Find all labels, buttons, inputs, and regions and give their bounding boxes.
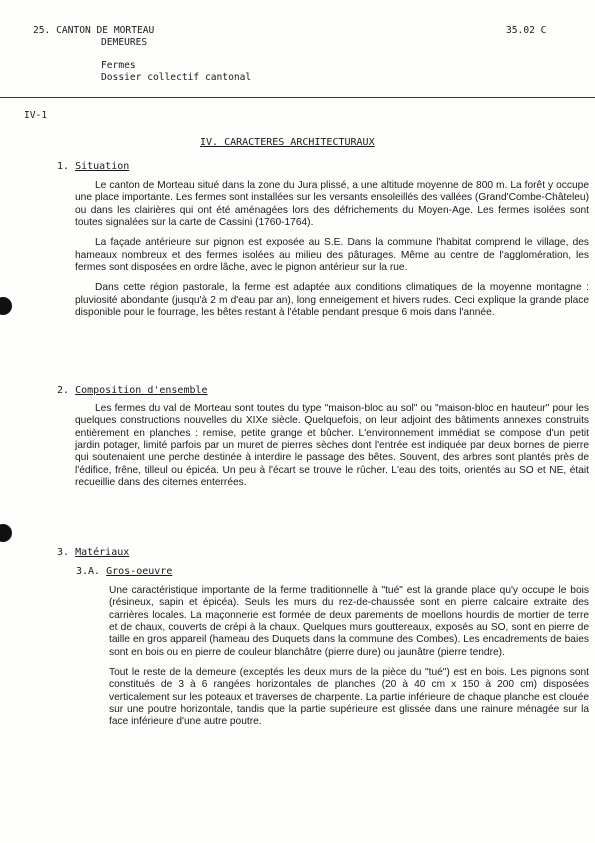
paragraph: Le canton de Morteau situé dans la zone du Jura plissé, a une altitude moyenne de 800 m. La forêt y occupe une place importante. Les fermes sont installées sur les versants ensoleillés des vallées (Grand'Combe-Châteleu) ou dans les clairières qui ont été aménagées lors des défrichements du Moyen-Age. Les fermes isolées sont toutes signalées sur la carte de Cassini (1760-1764). — [75, 180, 589, 229]
paragraph: Une caractéristique importante de la ferme traditionnelle à "tué" est la grande place qu'y occupe le bois (résineux, sapin et épicéa). Seuls les murs du rez-de-chaussée sont en pierre calcaire extraite des carrières locales. La maçonnerie est formée de deux parements de moellons hourdis de mortier de terre et de chaux, couverts de crépi à la chaux. Quelques murs gouttereaux, exposés au SO, sont en pierre de taille en gros appareil (hameau des Duquets dans la commune des Combes). Les encadrements de baies sont en bois ou en pierre de couleur blanchâtre (pierre dure) ou jaunâtre (pierre tendre). — [109, 585, 589, 658]
subsection-title: Gros-oeuvre — [106, 566, 173, 577]
paragraph: Dans cette région pastorale, la ferme est adaptée aux conditions climatiques de la moyenne montagne : pluviosité abondante (jusqu'à 2 m d'eau par an), long enneigement et hivers rudes. Ceci explique la grande place disponible pour le fourrage, les bêtes restant à l'étable pendant presque 6 mois dans l'année. — [75, 282, 589, 319]
header-subject: Fermes — [101, 60, 136, 71]
header-dossier: Dossier collectif cantonal — [101, 72, 252, 83]
section-number: 2. — [57, 385, 70, 396]
section-heading-composition — [57, 385, 208, 396]
section-code: IV-1 — [24, 110, 48, 121]
paragraph: La façade antérieure sur pignon est exposée au S.E. Dans la commune l'habitat comprend le village, des hameaux nombreux et des fermes isolées au milieu des pâturages. Même au centre de l'agglomération, les fermes sont disposées en ordre lâche, avec le pignon antérieur sur la rue. — [75, 237, 589, 274]
subsection-heading-gros-oeuvre — [76, 566, 172, 577]
section-body-situation — [75, 180, 589, 319]
section-body-composition — [75, 403, 589, 489]
subsection-number: 3.A. — [76, 566, 101, 577]
section-title: Composition d'ensemble — [75, 385, 208, 396]
header-category: DEMEURES — [101, 37, 148, 48]
section-title: Matériaux — [75, 547, 130, 558]
punch-hole — [0, 524, 12, 542]
section-number: 1. — [57, 161, 70, 172]
chapter-title: IV. CARACTERES ARCHITECTURAUX — [200, 137, 375, 148]
punch-hole — [0, 297, 12, 315]
header-canton: 25. CANTON DE MORTEAU — [33, 25, 155, 36]
section-heading-situation — [57, 161, 129, 172]
header-reference: 35.02 C — [506, 25, 547, 36]
paragraph: Les fermes du val de Morteau sont toutes du type "maison-bloc au sol" ou "maison-bloc en hauteur" pour les quelques constructions nouvelles du XIXe siècle. Quelquefois, on leur adjoint des bâtiments annexes construits entièrement en planches : remise, petite grange et bûcher. L'environnement immédiat se compose d'un petit jardin potager, limité parfois par un muret de pierres sèches dont l'entrée est indiquée par deux bornes de pierre qui soutenaient une perche destinée à interdire le passage des bêtes. Souvent, des arbres sont plantés près de l'édifice, frêne, tilleul ou épicéa. Un peu à l'écart se trouve le rûcher. L'eau des toits, orientés au SO et NE, était recueillie dans des citernes enterrées. — [75, 403, 589, 489]
section-title: Situation — [75, 161, 130, 172]
subsection-body-gros-oeuvre — [109, 585, 589, 729]
paragraph: Tout le reste de la demeure (exceptés les deux murs de la pièce du "tué") est en bois. Les pignons sont constitués de 3 à 6 rangées horizontales de planches (20 à 40 cm x 150 à 200 cm) disposées verticalement sur les poteaux et traverses de charpente. La partie inférieure de chaque planche est clouée sur une poutre horizontale, tandis que la partie supérieure est glissée dans une rainure ménagée sur la face inférieure d'une autre poutre. — [109, 667, 589, 728]
header-divider — [0, 97, 595, 98]
section-number: 3. — [57, 547, 70, 558]
section-heading-materiaux — [57, 547, 129, 558]
